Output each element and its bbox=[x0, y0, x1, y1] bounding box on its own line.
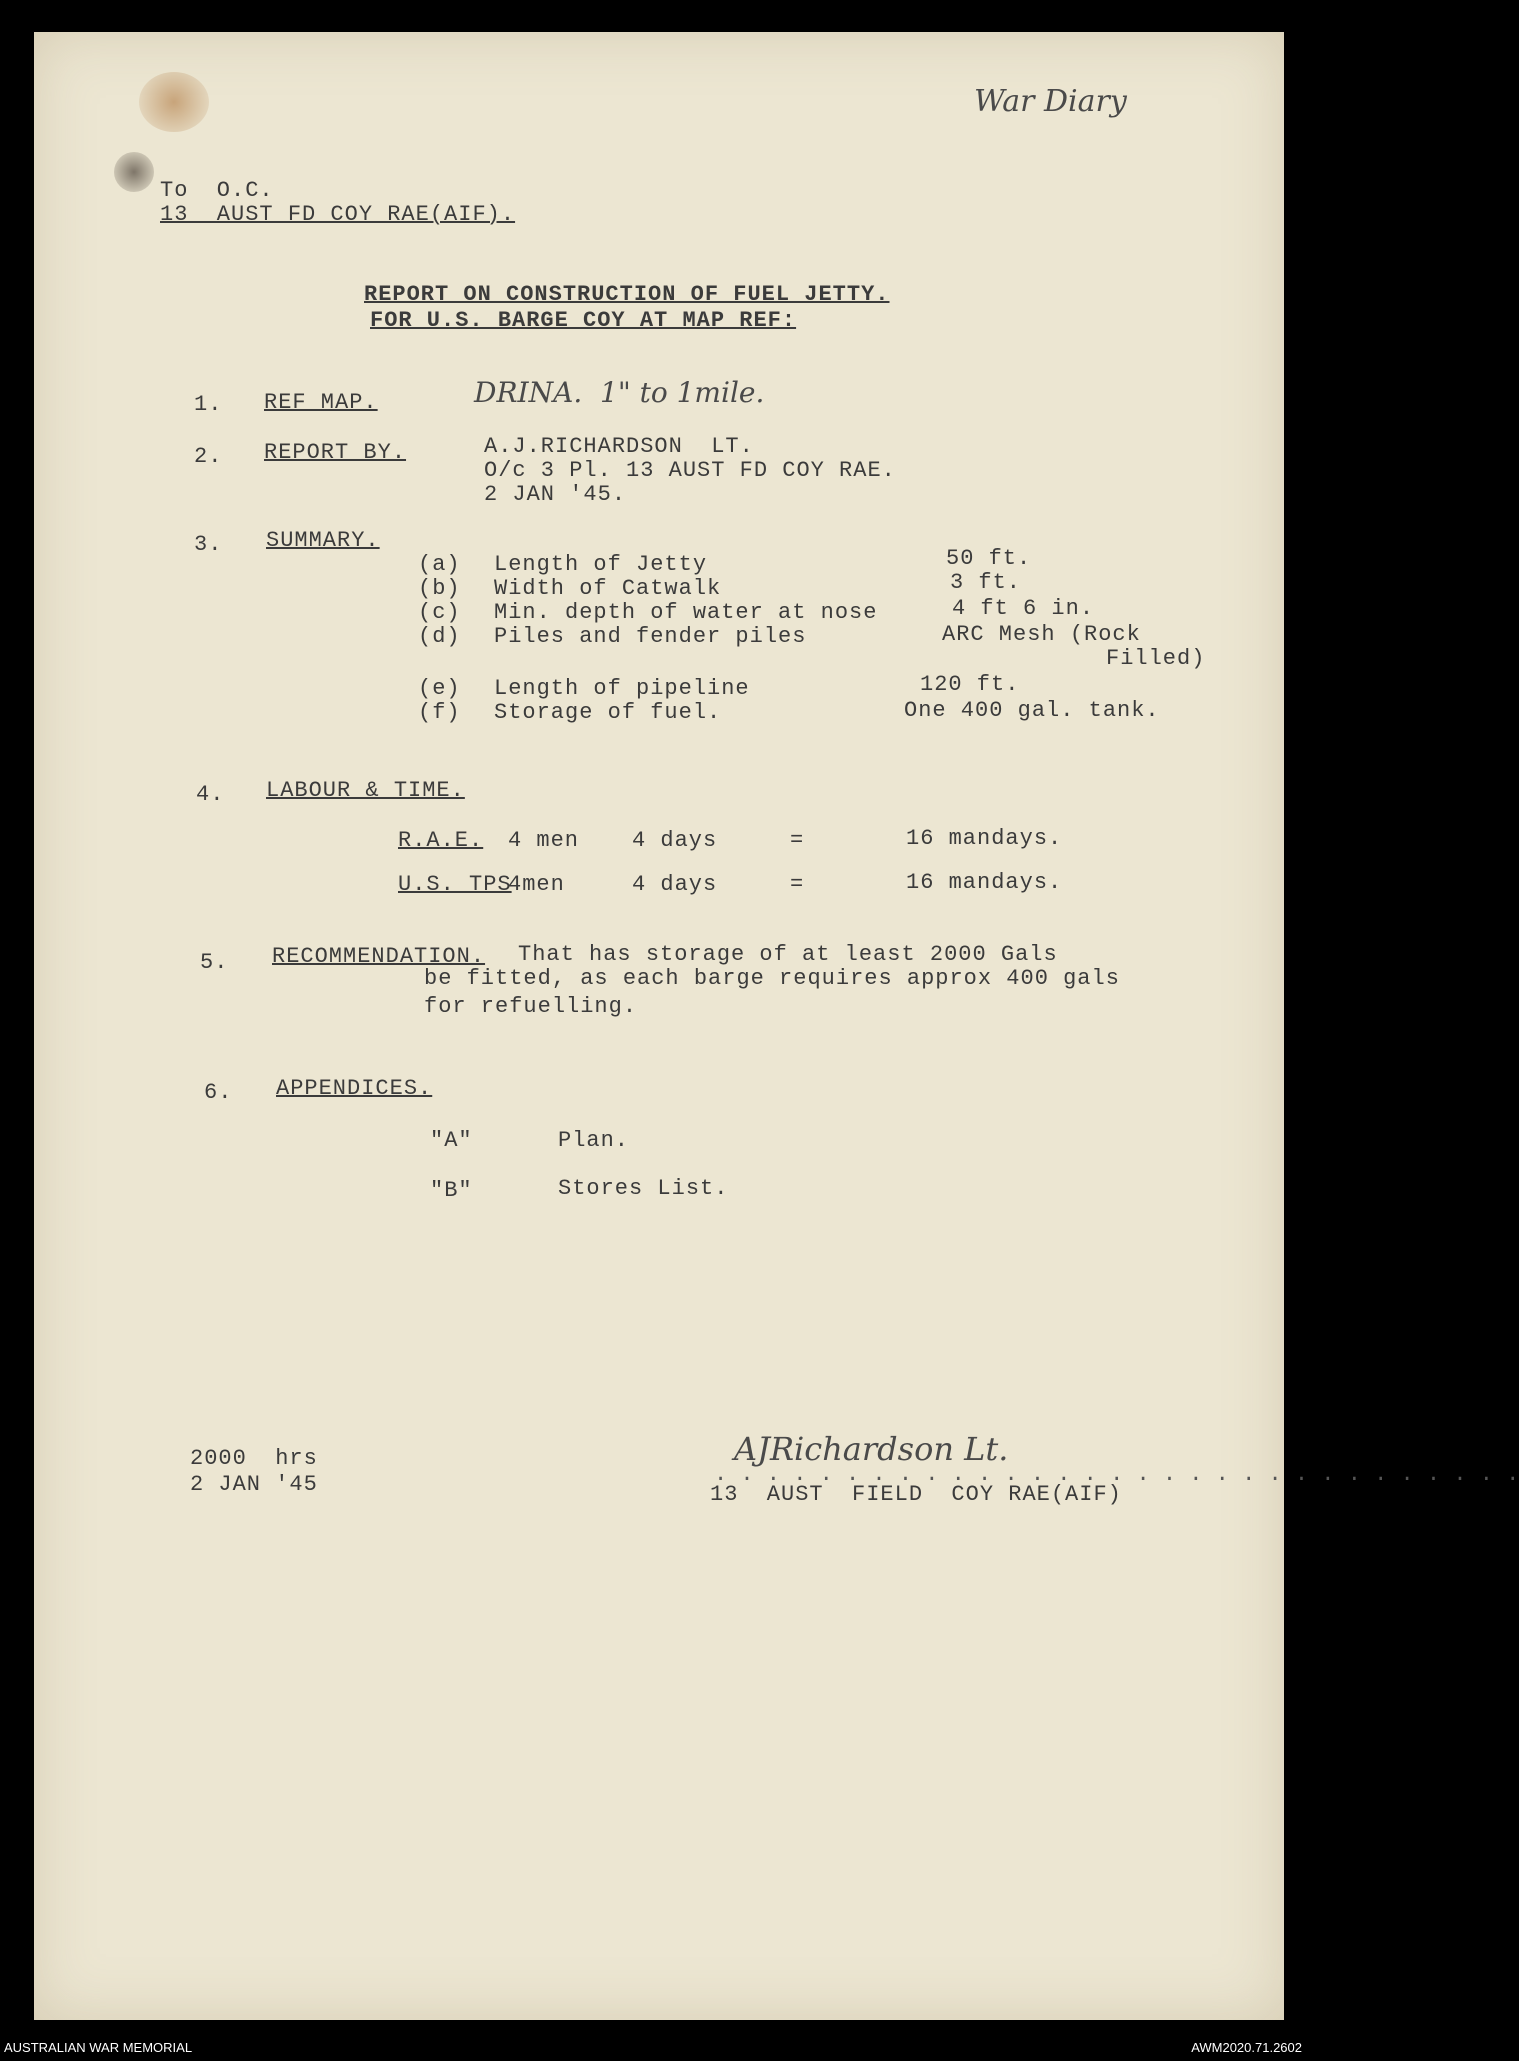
document-page bbox=[34, 32, 1519, 2020]
report-by-line: O/c 3 Pl. 13 AUST FD COY RAE. bbox=[484, 458, 896, 483]
report-by-line: 2 JAN '45. bbox=[484, 482, 627, 507]
summary-key: (d) bbox=[418, 624, 461, 649]
report-by-line: A.J.RICHARDSON LT. bbox=[484, 434, 754, 459]
labour-men: 4men bbox=[508, 872, 565, 897]
summary-value: 50 ft. bbox=[946, 546, 1032, 571]
summary-key: (f) bbox=[418, 700, 461, 725]
to-line1: To O.C. bbox=[160, 178, 274, 203]
summary-value: 3 ft. bbox=[950, 570, 1022, 595]
summary-value: 4 ft 6 in. bbox=[952, 596, 1095, 621]
item-5-label: RECOMMENDATION. bbox=[272, 944, 486, 969]
appendix-key: "B" bbox=[430, 1178, 473, 1203]
item-4-number: 4. bbox=[196, 782, 225, 807]
item-3-number: 3. bbox=[194, 532, 223, 557]
labour-who: R.A.E. bbox=[398, 828, 484, 853]
recommendation-line: for refuelling. bbox=[424, 994, 638, 1019]
rust-stain bbox=[139, 72, 209, 132]
footer-left: AUSTRALIAN WAR MEMORIAL bbox=[4, 2040, 193, 2055]
item-2-number: 2. bbox=[194, 444, 223, 469]
report-title-line2: FOR U.S. BARGE COY AT MAP REF: bbox=[370, 308, 797, 333]
appendix-key: "A" bbox=[430, 1128, 473, 1153]
summary-key: (b) bbox=[418, 576, 461, 601]
item-6-number: 6. bbox=[204, 1080, 233, 1105]
item-1-number: 1. bbox=[194, 392, 223, 417]
summary-desc: Length of Jetty bbox=[494, 552, 708, 577]
labour-who: U.S. TPS bbox=[398, 872, 512, 897]
time-line1: 2000 hrs bbox=[190, 1446, 318, 1471]
item-3-label: SUMMARY. bbox=[266, 528, 380, 553]
summary-desc: Width of Catwalk bbox=[494, 576, 722, 601]
item-2-label: REPORT BY. bbox=[264, 440, 407, 465]
signature-dotted-line: . . . . . . . . . . . . . . . . . . . . . . . . . . . . . . . bbox=[714, 1462, 1519, 1487]
summary-key: (c) bbox=[418, 600, 461, 625]
to-line2: 13 AUST FD COY RAE(AIF). bbox=[160, 202, 516, 227]
labour-total: 16 mandays. bbox=[906, 826, 1063, 851]
staple-hole bbox=[114, 152, 154, 192]
summary-desc: Piles and fender piles bbox=[494, 624, 807, 649]
summary-value: 120 ft. bbox=[920, 672, 1020, 697]
signature: AJRichardson Lt. bbox=[734, 1430, 1009, 1468]
item-4-label: LABOUR & TIME. bbox=[266, 778, 465, 803]
summary-key: (e) bbox=[418, 676, 461, 701]
time-line2: 2 JAN '45 bbox=[190, 1472, 318, 1497]
signature-unit: 13 AUST FIELD COY RAE(AIF) bbox=[710, 1482, 1122, 1507]
item-1-label: REF MAP. bbox=[264, 390, 378, 415]
summary-desc: Length of pipeline bbox=[494, 676, 750, 701]
ref-map-value: DRINA. 1" to 1mile. bbox=[474, 376, 765, 409]
item-5-number: 5. bbox=[200, 950, 229, 975]
labour-total: 16 mandays. bbox=[906, 870, 1063, 895]
appendix-value: Plan. bbox=[558, 1128, 630, 1153]
labour-days: 4 days bbox=[632, 872, 718, 897]
footer-right: AWM2020.71.2602 bbox=[1191, 2040, 1302, 2055]
summary-desc: Storage of fuel. bbox=[494, 700, 722, 725]
summary-value-cont: Filled) bbox=[1106, 646, 1206, 671]
handwritten-note: War Diary bbox=[974, 84, 1127, 119]
labour-equals: = bbox=[790, 872, 805, 897]
summary-key: (a) bbox=[418, 552, 461, 577]
labour-men: 4 men bbox=[508, 828, 580, 853]
report-title-line1: REPORT ON CONSTRUCTION OF FUEL JETTY. bbox=[364, 282, 890, 307]
recommendation-line: be fitted, as each barge requires approx 400 gals bbox=[424, 966, 1120, 991]
labour-equals: = bbox=[790, 828, 805, 853]
summary-value: ARC Mesh (Rock bbox=[942, 622, 1141, 647]
item-6-label: APPENDICES. bbox=[276, 1076, 433, 1101]
summary-desc: Min. depth of water at nose bbox=[494, 600, 878, 625]
labour-days: 4 days bbox=[632, 828, 718, 853]
recommendation-line: That has storage of at least 2000 Gals bbox=[518, 942, 1058, 967]
summary-value: One 400 gal. tank. bbox=[904, 698, 1160, 723]
appendix-value: Stores List. bbox=[558, 1176, 729, 1201]
